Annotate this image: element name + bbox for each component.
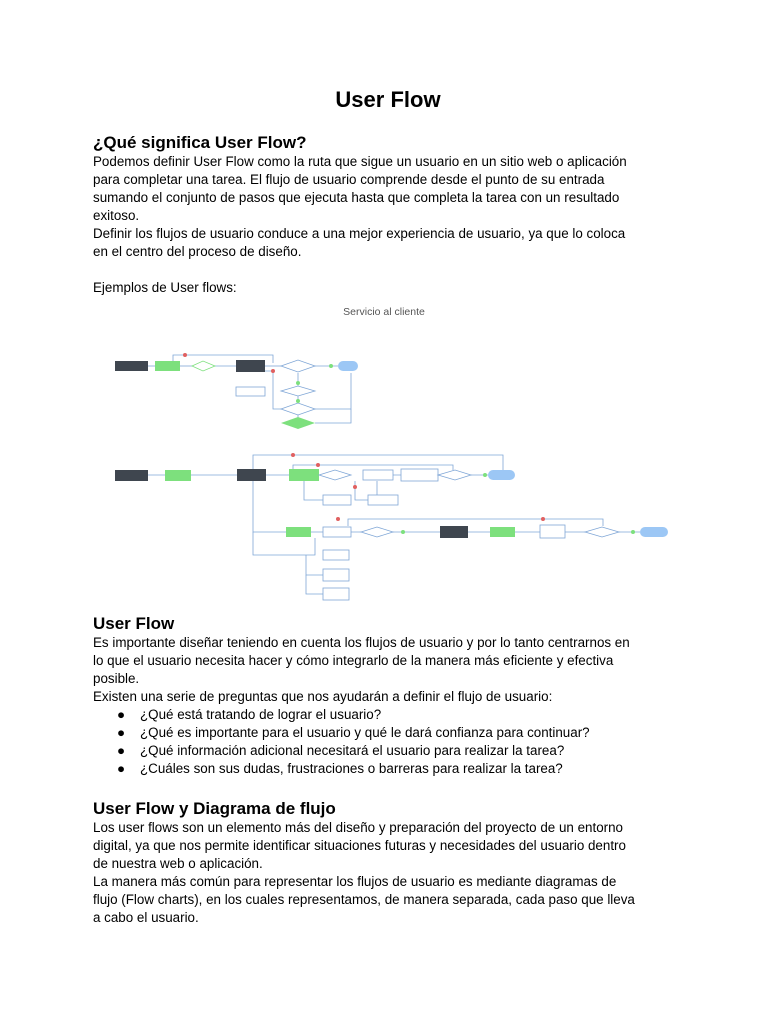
section2-paragraph-1: Es importante diseñar teniendo en cuenta los flujos de usuario y por lo tanto centrarnos en lo que el usuario necesita hacer y cómo integrarlo de la manera más eficiente y efectiva posible.	[93, 635, 630, 686]
section-heading-que-significa: ¿Qué significa User Flow?	[93, 133, 307, 152]
section-heading-user-flow: User Flow	[93, 614, 175, 633]
section1-paragraph-2: Definir los flujos de usuario conduce a una mejor experiencia de usuario, ya que lo coloca en el centro del proceso de diseño.	[93, 226, 626, 259]
list-item: ● ¿Qué está tratando de lograr el usuario?	[117, 707, 382, 722]
section-heading-diagrama: User Flow y Diagrama de flujo	[93, 799, 336, 818]
flow-2	[148, 455, 640, 594]
user-flow-diagram	[93, 305, 673, 601]
flow1-green-decision	[281, 417, 315, 429]
list-item: ● ¿Qué información adicional necesitará el usuario para realizar la tarea?	[117, 743, 565, 758]
examples-label: Ejemplos de User flows:	[93, 280, 237, 295]
flow-diagram-svg	[93, 305, 673, 601]
diagram-caption: Servicio al cliente	[343, 306, 425, 318]
flow1-dark-node	[236, 360, 265, 372]
flow1-decision-1	[192, 361, 215, 371]
page-title: User Flow	[335, 87, 441, 112]
document-page	[93, 86, 683, 927]
flow2-start-node	[115, 470, 148, 481]
flow1-green-node	[155, 361, 180, 371]
flow2-end-node	[488, 470, 515, 480]
section3-paragraph-2: La manera más común para representar los flujos de usuario es mediante diagramas de flujo (Flow charts), en los cuales representamos, de manera separada, cada paso que lleva a cabo el usuario.	[93, 874, 635, 925]
list-item: ● ¿Qué es importante para el usuario y qué le dará confianza para continuar?	[117, 725, 590, 740]
section3-paragraph-1: Los user flows son un elemento más del diseño y preparación del proyecto de un entorno digital, ya que nos permite identificar situaciones futuras y necesidades del usuario dentro de nuestra web o aplicación.	[93, 820, 626, 871]
section-user-flow	[93, 613, 683, 778]
section2-paragraph-2: Existen una serie de preguntas que nos ayudarán a definir el flujo de usuario:	[93, 689, 553, 704]
flow1-end-node	[338, 361, 358, 371]
questions-list	[93, 706, 683, 778]
section-diagrama-de-flujo	[93, 798, 683, 927]
section1-paragraph-1: Podemos definir User Flow como la ruta que sigue un usuario en un sitio web o aplicación para completar una tarea. El flujo de usuario comprende desde el punto de su entrada sumando el conjunto de pasos que ejecuta hasta que completa la tarea con un resultado exitoso.	[93, 154, 627, 223]
flow1-start-node	[115, 361, 148, 371]
flow1-decision-2	[281, 360, 315, 372]
list-item: ● ¿Cuáles son sus dudas, frustraciones o barreras para realizar la tarea?	[117, 761, 563, 776]
